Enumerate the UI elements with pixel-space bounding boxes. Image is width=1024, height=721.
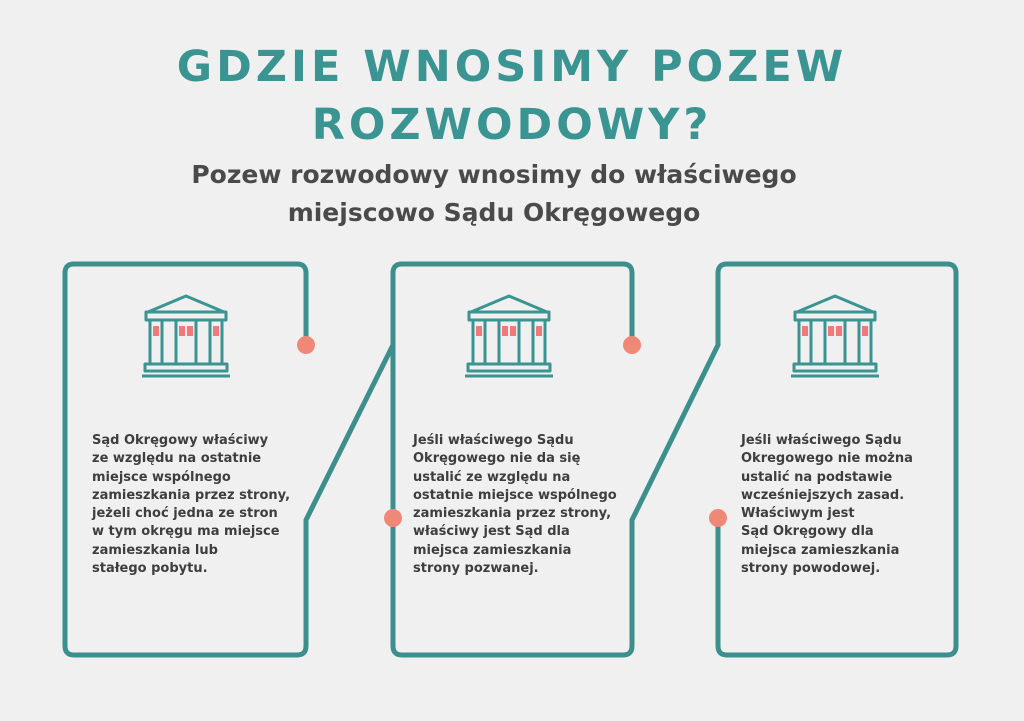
- courthouse-icon: [465, 293, 553, 379]
- courthouse-icon: [142, 293, 230, 379]
- panel-1-text: Sąd Okręgowy właściwy ze względu na ostatnie miejsce wspólnego zamieszkania przez strony, jeżeli choć jedna ze stron w tym okręgu ma miejsce zamieszkania lub stałego pobytu.: [92, 433, 291, 577]
- panel-2-text: Jeśli właściwego Sądu Okręgowego nie da się ustalić ze względu na ostatnie miejsce wspólnego zamieszkania przez strony, właściwy jest Sąd dla miejsca zamieszkania strony pozwanej.: [413, 433, 617, 577]
- connector-dot-3: [623, 336, 641, 354]
- connector-dot-4: [709, 509, 727, 527]
- courthouse-icon: [791, 293, 879, 379]
- page-subtitle: Pozew rozwodowy wnosimy do właściwego miejscowo Sądu Okręgowego: [191, 160, 797, 227]
- panel-3-text: Jeśli właściwego Sądu Okregowego nie można ustalić na podstawie wcześniejszych zasad. Właściwym jest Sąd Okręgowy dla miejsca zamieszkania strony powodowej.: [741, 433, 913, 577]
- page-title: GDZIE WNOSIMY POZEW ROZWODOWY?: [176, 42, 848, 150]
- connector-dot-1: [297, 336, 315, 354]
- connector-dot-2: [384, 509, 402, 527]
